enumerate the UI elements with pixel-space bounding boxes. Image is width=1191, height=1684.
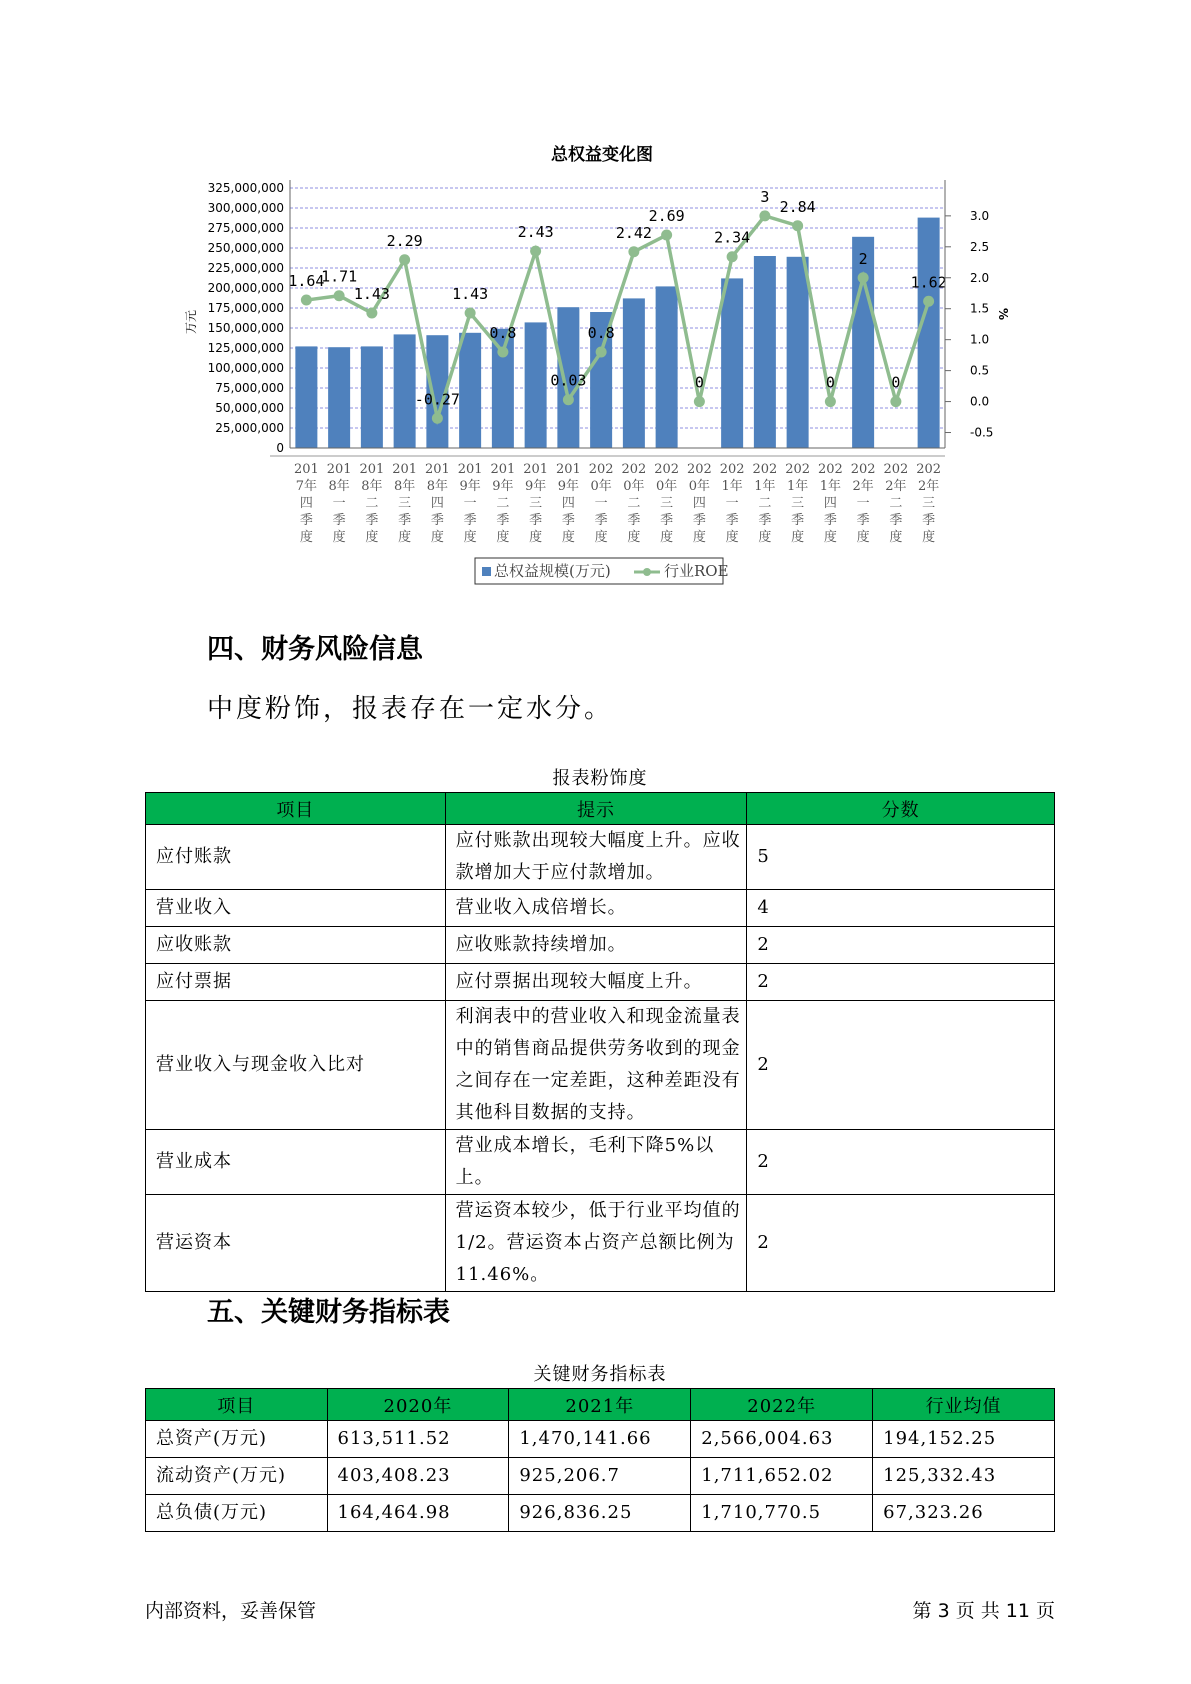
footer-left: 内部资料，妥善保管 <box>145 1600 317 1622</box>
cell: 1,470,141.66 <box>509 1421 691 1458</box>
table-row <box>146 927 1055 964</box>
x-tick-label: 一 <box>463 496 477 511</box>
table2-caption: 关键财务指标表 <box>533 1364 667 1385</box>
x-tick-label: 0年 <box>590 479 612 494</box>
x-tick-label: 202 <box>588 462 614 477</box>
y-right-tick-label: 0.0 <box>970 394 990 409</box>
x-tick-label: 8年 <box>328 479 350 494</box>
bar <box>721 278 743 448</box>
col-header-item: 项目 <box>146 793 446 825</box>
x-tick-label: 202 <box>916 462 942 477</box>
x-tick-label: 度 <box>299 530 313 545</box>
table-row <box>146 1130 1055 1195</box>
x-tick-label: 季 <box>823 513 837 528</box>
x-tick-label: 季 <box>463 513 477 528</box>
y-right-tick-label: -0.5 <box>970 425 994 440</box>
x-tick-label: 一 <box>725 496 739 511</box>
x-tick-label: 度 <box>496 530 510 545</box>
cell: 125,332.43 <box>873 1458 1055 1495</box>
x-tick-label: 四 <box>692 496 706 511</box>
x-tick-label: 201 <box>293 462 319 477</box>
cell: 925,206.7 <box>509 1458 691 1495</box>
table-row <box>146 964 1055 1001</box>
x-tick-label: 三 <box>529 496 543 511</box>
chart-legend <box>475 558 729 584</box>
roe-point <box>301 295 312 306</box>
bar <box>394 334 416 448</box>
risk-summary: 中度粉饰，报表存在一定水分。 <box>207 694 614 724</box>
legend-line-label: 行业ROE <box>664 562 729 580</box>
y-right-label: % <box>996 307 1010 321</box>
x-tick-label: 0年 <box>655 479 678 494</box>
x-tick-label: 2年 <box>885 479 907 494</box>
row-score: 2 <box>747 964 1055 1001</box>
x-tick-label: 三 <box>922 496 936 511</box>
row-item: 营运资本 <box>146 1195 446 1292</box>
bar <box>525 322 547 448</box>
x-tick-label: 二 <box>365 496 379 511</box>
x-tick-label: 度 <box>922 530 936 545</box>
roe-point <box>334 290 345 301</box>
y-left-tick-label: 25,000,000 <box>215 421 284 435</box>
cell: 2,566,004.63 <box>691 1421 873 1458</box>
x-tick-label: 季 <box>791 513 805 528</box>
cell: 67,323.26 <box>873 1495 1055 1532</box>
roe-data-label: 0 <box>694 373 704 392</box>
x-tick-label: 度 <box>660 530 674 545</box>
table1-caption: 报表粉饰度 <box>552 768 648 789</box>
col-header-2020: 2020年 <box>327 1389 509 1421</box>
x-tick-label: 季 <box>496 513 510 528</box>
table-row <box>146 1421 1055 1458</box>
x-tick-label: 201 <box>392 462 418 477</box>
x-tick-label: 一 <box>856 496 870 511</box>
roe-data-label: 0.8 <box>587 324 615 343</box>
x-tick-label: 度 <box>430 530 444 545</box>
x-tick-label: 202 <box>883 462 909 477</box>
bar <box>295 346 317 448</box>
x-tick-label: 201 <box>457 462 483 477</box>
y-right-tick-label: 2.5 <box>970 239 990 254</box>
x-tick-label: 201 <box>359 462 385 477</box>
x-tick-label: 四 <box>561 496 575 511</box>
x-tick-label: 度 <box>725 530 739 545</box>
x-tick-label: 季 <box>922 513 936 528</box>
x-tick-label: 季 <box>299 513 313 528</box>
y-right-tick-label: 1.5 <box>970 301 990 316</box>
x-tick-label: 0年 <box>623 479 645 494</box>
bar <box>852 237 874 448</box>
y-right-tick-label: 2.0 <box>970 270 990 285</box>
row-score: 2 <box>747 927 1055 964</box>
x-tick-label: 7年 <box>295 479 318 494</box>
table-row <box>146 1195 1055 1292</box>
legend-bar-swatch <box>482 567 491 576</box>
roe-data-label: 0.8 <box>489 324 517 343</box>
row-score: 4 <box>747 890 1055 927</box>
cell: 1,710,770.5 <box>691 1495 873 1532</box>
cell: 1,711,652.02 <box>691 1458 873 1495</box>
x-tick-label: 202 <box>817 462 843 477</box>
x-tick-label: 季 <box>594 513 608 528</box>
x-tick-label: 季 <box>692 513 706 528</box>
y-left-tick-label: 225,000,000 <box>207 261 284 275</box>
x-tick-label: 季 <box>561 513 575 528</box>
x-tick-label: 0年 <box>688 479 711 494</box>
y-left-tick-label: 150,000,000 <box>207 321 284 335</box>
y-left-tick-label: 250,000,000 <box>207 241 284 255</box>
roe-point <box>759 210 770 221</box>
section4-heading: 四、财务风险信息 <box>207 634 423 665</box>
roe-data-label: 1.43 <box>452 285 489 304</box>
x-tick-label: 9年 <box>492 479 514 494</box>
x-tick-label: 四 <box>299 496 313 511</box>
y-right-tick-label: 0.5 <box>970 363 990 378</box>
roe-point <box>825 396 836 407</box>
roe-point <box>497 347 508 358</box>
x-tick-label: 度 <box>889 530 903 545</box>
x-tick-label: 三 <box>791 496 805 511</box>
bar <box>623 298 645 448</box>
col-header-score: 分数 <box>747 793 1055 825</box>
roe-data-label: 2.42 <box>615 223 652 242</box>
chart-title: 总权益变化图 <box>551 145 653 165</box>
table-row <box>146 890 1055 927</box>
row-tip: 应付账款出现较大幅度上升。应收款增加大于应付款增加。 <box>445 825 747 890</box>
x-tick-label: 201 <box>424 462 450 477</box>
row-tip: 营业成本增长，毛利下降5%以上。 <box>445 1130 747 1195</box>
roe-data-label: 2.34 <box>714 228 751 247</box>
y-left-tick-label: 275,000,000 <box>207 221 284 235</box>
roe-data-label: 1.64 <box>288 272 325 291</box>
x-tick-label: 季 <box>889 513 903 528</box>
roe-point <box>792 220 803 231</box>
x-tick-label: 202 <box>719 462 745 477</box>
roe-point <box>366 308 377 319</box>
y-left-tick-label: 100,000,000 <box>207 361 284 375</box>
cell: 总负债(万元) <box>146 1495 328 1532</box>
x-tick-label: 度 <box>791 530 805 545</box>
x-tick-label: 四 <box>823 496 837 511</box>
bar <box>787 257 809 448</box>
x-tick-label: 一 <box>332 496 346 511</box>
roe-data-label: 1.71 <box>321 267 358 286</box>
roe-point <box>596 347 607 358</box>
x-tick-label: 2年 <box>917 479 940 494</box>
key-indicators-table <box>145 1388 1055 1532</box>
roe-data-label: 2.84 <box>779 197 816 216</box>
x-tick-label: 201 <box>555 462 581 477</box>
x-tick-label: 度 <box>594 530 608 545</box>
row-tip: 营运资本较少，低于行业平均值的1/2。营运资本占资产总额比例为11.46%。 <box>445 1195 747 1292</box>
x-tick-label: 季 <box>627 513 641 528</box>
roe-data-label: 0 <box>891 373 901 392</box>
bar-series <box>295 218 939 448</box>
roe-data-label: 0.03 <box>550 371 587 390</box>
row-tip: 利润表中的营业收入和现金流量表中的销售商品提供劳务收到的现金之间存在一定差距，这种差距没有其他科目数据的支持。 <box>445 1001 747 1130</box>
x-tick-label: 度 <box>463 530 477 545</box>
x-tick-label: 度 <box>398 530 412 545</box>
row-score: 2 <box>747 1130 1055 1195</box>
x-tick-label: 1年 <box>819 479 842 494</box>
x-tick-label: 202 <box>621 462 647 477</box>
roe-data-label: 2.43 <box>517 223 554 242</box>
row-tip: 营业收入成倍增长。 <box>445 890 747 927</box>
x-tick-label: 度 <box>856 530 870 545</box>
y-left-tick-label: 325,000,000 <box>207 181 284 195</box>
roe-point <box>661 230 672 241</box>
bar <box>459 333 481 448</box>
legend-bar-label: 总权益规模(万元) <box>494 562 611 580</box>
x-tick-label: 二 <box>496 496 510 511</box>
roe-data-label: -0.27 <box>414 390 460 409</box>
roe-point <box>890 396 901 407</box>
bar <box>754 256 776 448</box>
row-tip: 应付票据出现较大幅度上升。 <box>445 964 747 1001</box>
section5-heading: 五、关键财务指标表 <box>207 1297 450 1328</box>
cell: 总资产(万元) <box>146 1421 328 1458</box>
cell: 194,152.25 <box>873 1421 1055 1458</box>
row-score: 2 <box>747 1001 1055 1130</box>
x-tick-label: 201 <box>326 462 352 477</box>
x-axis-labels <box>270 456 945 545</box>
roe-point <box>465 308 476 319</box>
whitewash-table <box>145 792 1055 1292</box>
y-right-tick-label: 3.0 <box>970 208 990 223</box>
roe-data-label: 2.69 <box>648 207 685 226</box>
x-tick-label: 202 <box>686 462 712 477</box>
row-score: 5 <box>747 825 1055 890</box>
y-left-tick-label: 175,000,000 <box>207 301 284 315</box>
x-tick-label: 季 <box>856 513 870 528</box>
roe-data-label: 1.43 <box>353 285 390 304</box>
x-tick-label: 季 <box>758 513 772 528</box>
roe-data-label: 1.62 <box>910 273 947 292</box>
x-tick-label: 二 <box>889 496 903 511</box>
bar <box>328 347 350 448</box>
roe-point <box>727 251 738 262</box>
col-header-2021: 2021年 <box>509 1389 691 1421</box>
cell: 流动资产(万元) <box>146 1458 328 1495</box>
y-left-tick-label: 200,000,000 <box>207 281 284 295</box>
x-tick-label: 度 <box>627 530 641 545</box>
col-header-item: 项目 <box>146 1389 328 1421</box>
y-left-tick-label: 0 <box>276 441 284 455</box>
footer-right: 第 3 页 共 11 页 <box>912 1600 1055 1622</box>
x-tick-label: 季 <box>660 513 674 528</box>
y-left-tick-label: 300,000,000 <box>207 201 284 215</box>
cell: 926,836.25 <box>509 1495 691 1532</box>
x-tick-label: 202 <box>654 462 680 477</box>
x-tick-label: 季 <box>332 513 346 528</box>
x-tick-label: 季 <box>529 513 543 528</box>
x-tick-label: 季 <box>430 513 444 528</box>
x-tick-label: 二 <box>627 496 641 511</box>
x-tick-label: 季 <box>725 513 739 528</box>
cell: 164,464.98 <box>327 1495 509 1532</box>
x-tick-label: 9年 <box>524 479 547 494</box>
roe-point <box>530 246 541 257</box>
roe-point <box>432 413 443 424</box>
table-row <box>146 1001 1055 1130</box>
x-tick-label: 9年 <box>459 479 481 494</box>
x-tick-label: 8年 <box>393 479 416 494</box>
x-tick-label: 二 <box>758 496 772 511</box>
x-tick-label: 8年 <box>361 479 383 494</box>
roe-data-label: 2 <box>858 249 868 268</box>
x-tick-label: 三 <box>660 496 674 511</box>
row-item: 应付票据 <box>146 964 446 1001</box>
x-tick-label: 度 <box>529 530 543 545</box>
x-tick-label: 度 <box>365 530 379 545</box>
x-tick-label: 201 <box>490 462 516 477</box>
x-tick-label: 一 <box>594 496 608 511</box>
roe-point <box>628 246 639 257</box>
y-left-label: 万元 <box>184 309 198 335</box>
table-row <box>146 1495 1055 1532</box>
x-tick-label: 度 <box>823 530 837 545</box>
x-tick-label: 1年 <box>721 479 743 494</box>
roe-point <box>858 272 869 283</box>
table-row <box>146 825 1055 890</box>
table-row <box>146 1458 1055 1495</box>
total-equity-chart <box>0 0 1191 600</box>
row-item: 营业成本 <box>146 1130 446 1195</box>
x-tick-label: 201 <box>523 462 549 477</box>
x-tick-label: 四 <box>430 496 444 511</box>
bar <box>361 346 383 448</box>
col-header-industry-avg: 行业均值 <box>873 1389 1055 1421</box>
roe-point <box>923 296 934 307</box>
y-left-tick-label: 50,000,000 <box>215 401 284 415</box>
x-tick-label: 202 <box>752 462 778 477</box>
cell: 403,408.23 <box>327 1458 509 1495</box>
col-header-2022: 2022年 <box>691 1389 873 1421</box>
x-tick-label: 度 <box>561 530 575 545</box>
x-tick-label: 季 <box>398 513 412 528</box>
x-tick-label: 202 <box>785 462 811 477</box>
row-score: 2 <box>747 1195 1055 1292</box>
roe-point <box>694 396 705 407</box>
x-tick-label: 8年 <box>426 479 449 494</box>
roe-data-label: 2.29 <box>386 231 423 250</box>
x-tick-label: 度 <box>692 530 706 545</box>
roe-data-label: 0 <box>825 373 835 392</box>
row-item: 应付账款 <box>146 825 446 890</box>
x-tick-label: 2年 <box>852 479 874 494</box>
x-tick-label: 1年 <box>754 479 776 494</box>
row-item: 营业收入与现金收入比对 <box>146 1001 446 1130</box>
x-tick-label: 度 <box>758 530 772 545</box>
row-item: 营业收入 <box>146 890 446 927</box>
col-header-tip: 提示 <box>445 793 747 825</box>
y-right-tick-label: 1.0 <box>970 332 990 347</box>
roe-point <box>563 394 574 405</box>
x-tick-label: 202 <box>850 462 876 477</box>
roe-point <box>399 254 410 265</box>
x-tick-label: 9年 <box>557 479 580 494</box>
bar <box>918 218 940 448</box>
x-tick-label: 1年 <box>786 479 809 494</box>
x-tick-label: 度 <box>332 530 346 545</box>
y-left-tick-label: 75,000,000 <box>215 381 284 395</box>
y-left-tick-label: 125,000,000 <box>207 341 284 355</box>
row-tip: 应收账款持续增加。 <box>445 927 747 964</box>
row-item: 应收账款 <box>146 927 446 964</box>
cell: 613,511.52 <box>327 1421 509 1458</box>
roe-data-label: 3 <box>760 187 770 206</box>
x-tick-label: 三 <box>398 496 412 511</box>
legend-line-marker <box>643 568 651 576</box>
x-tick-label: 季 <box>365 513 379 528</box>
bar <box>656 286 678 448</box>
